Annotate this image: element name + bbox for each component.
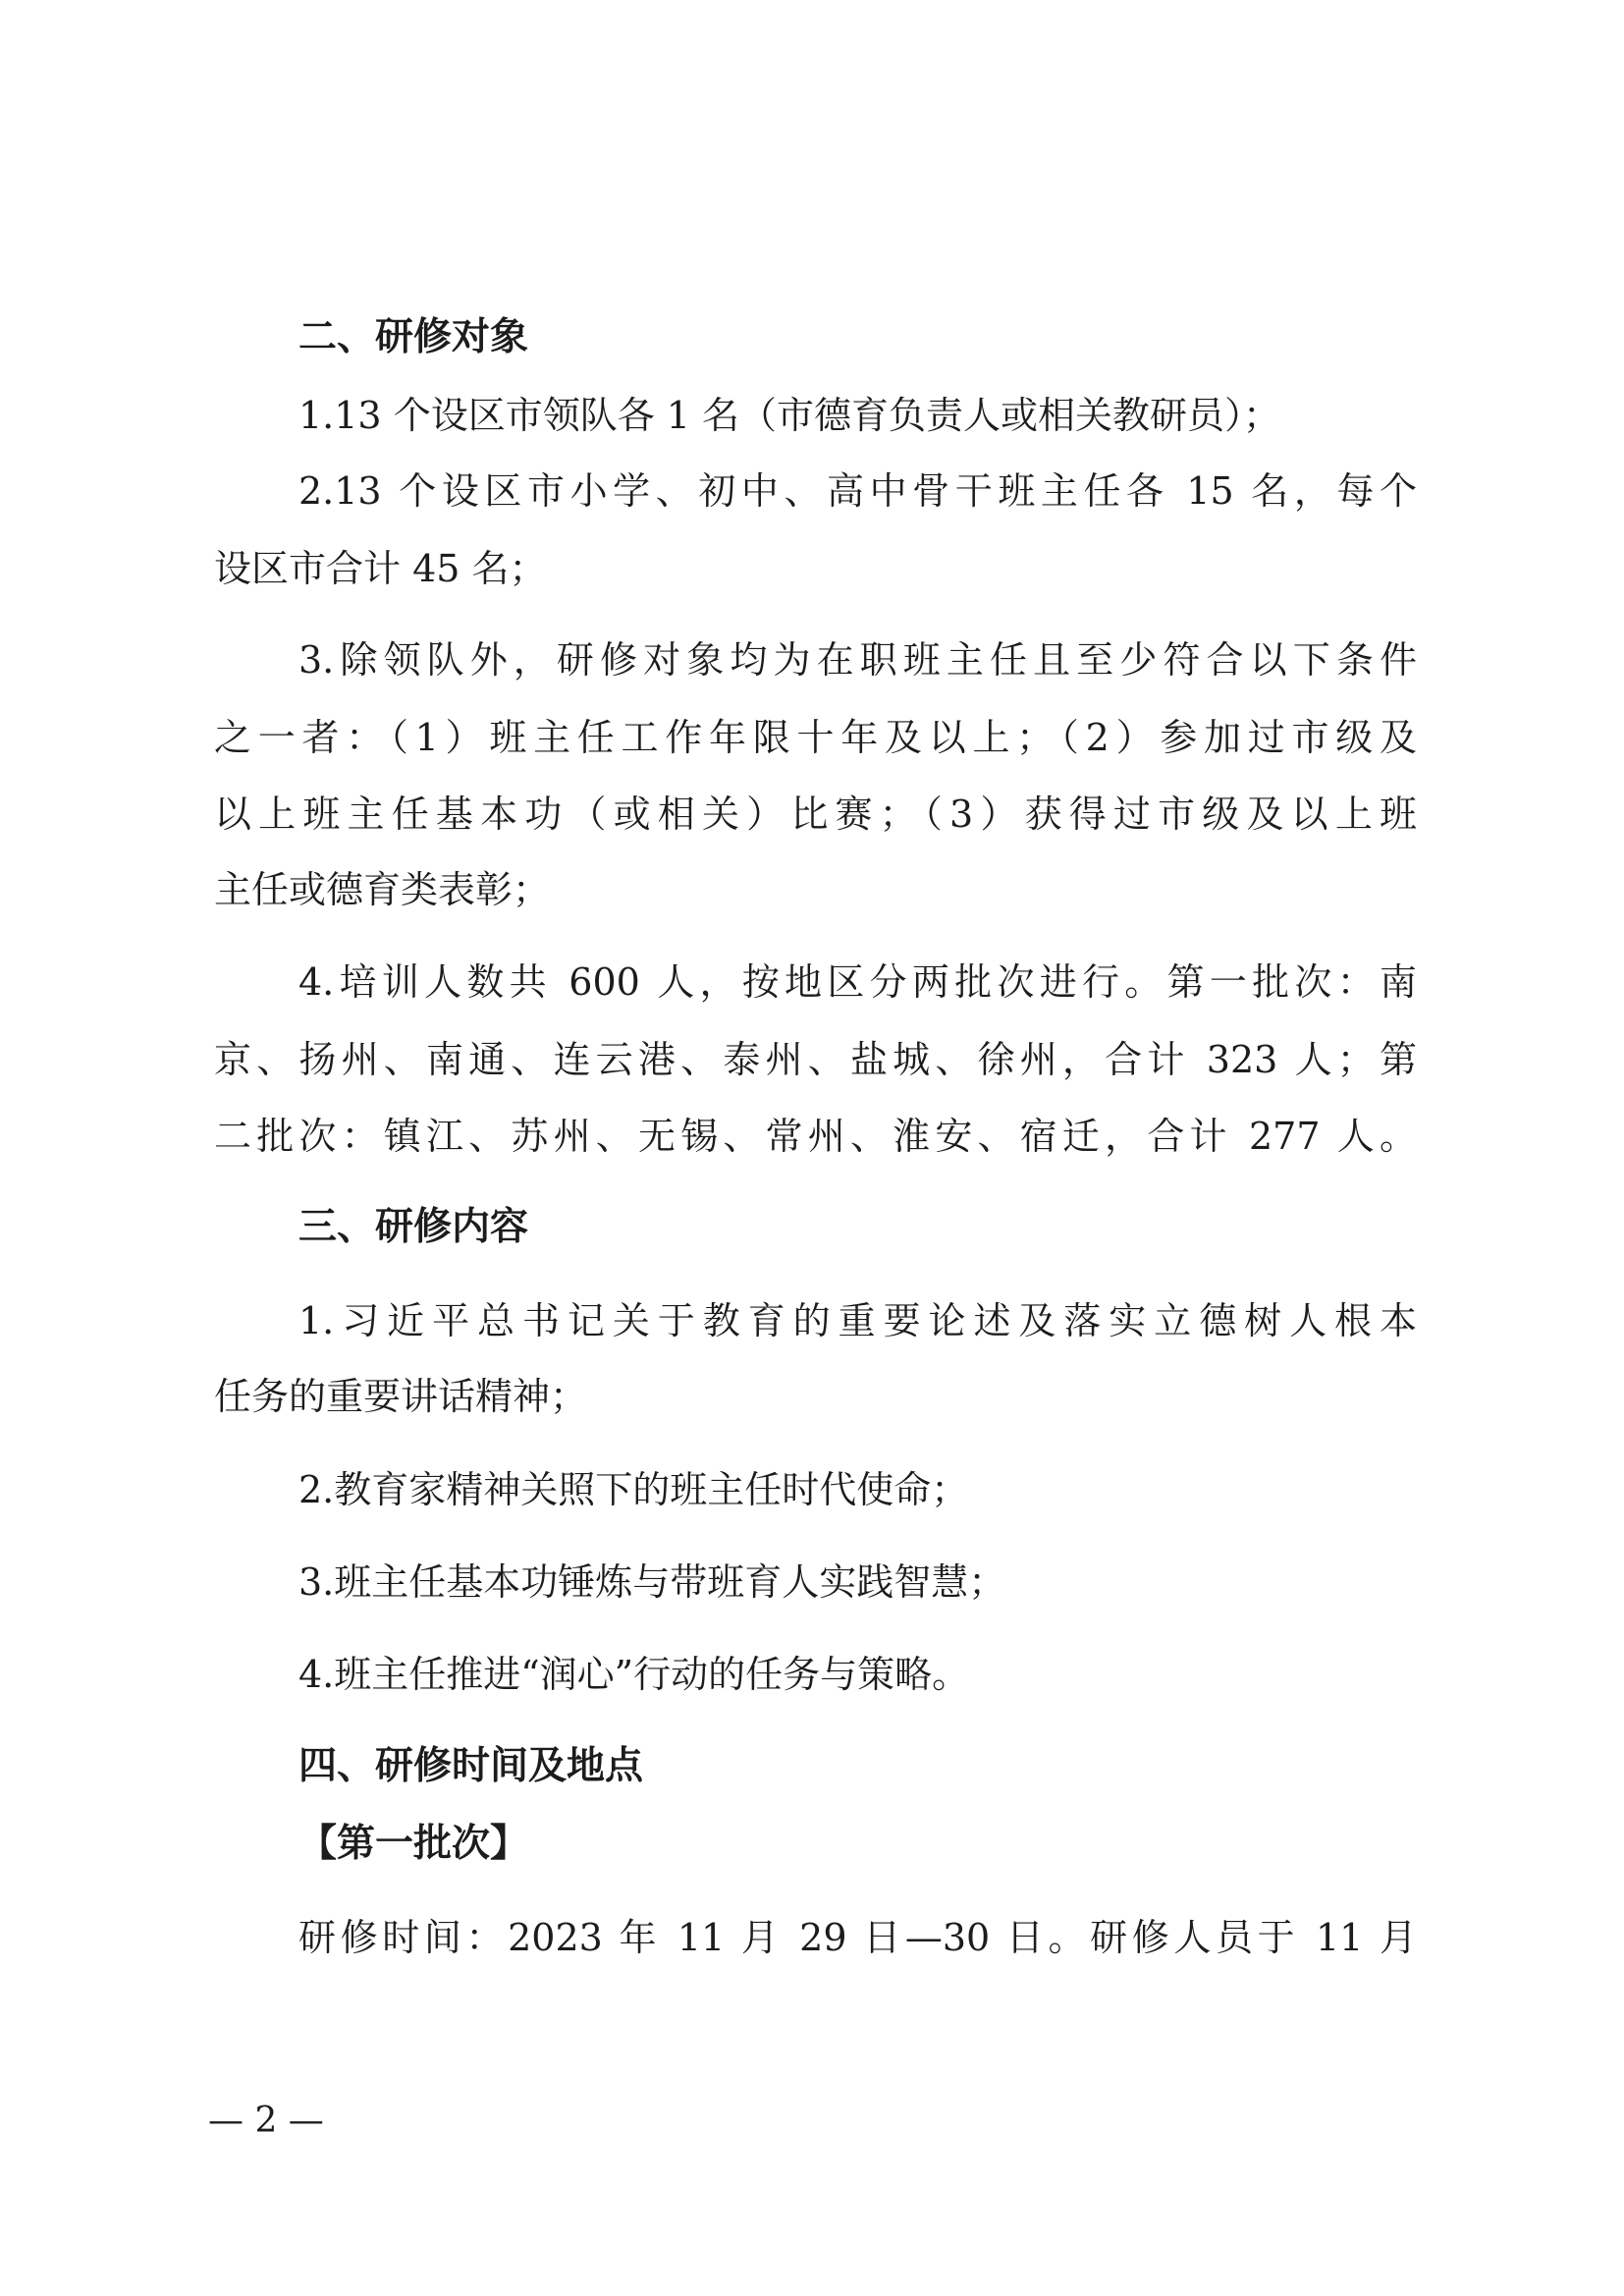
content-item-3: 3.班主任基本功锤炼与带班育人实践智慧； (298, 1560, 1006, 1604)
objects-item-4-line-3: 二批次：镇江、苏州、无锡、常州、淮安、宿迁，合计 277 人。 (214, 1115, 1417, 1158)
objects-item-3-line-2: 之一者：（1）班主任工作年限十年及以上；（2）参加过市级及 (214, 716, 1417, 759)
content-item-1-line-2: 任务的重要讲话精神； (214, 1375, 588, 1418)
objects-item-2-line-1: 2.13 个设区市小学、初中、高中骨干班主任各 15 名，每个 (298, 469, 1417, 513)
section-heading-schedule: 四、研修时间及地点 (298, 1744, 644, 1788)
objects-item-3-line-3: 以上班主任基本功（或相关）比赛；（3）获得过市级及以上班 (214, 793, 1417, 836)
batch-1-time: 研修时间：2023 年 11 月 29 日—30 日。研修人员于 11 月 (298, 1916, 1417, 1959)
objects-item-3-line-4: 主任或德育类表彰； (214, 868, 551, 911)
batch-1-label: 【第一批次】 (298, 1822, 529, 1866)
section-heading-objects: 二、研修对象 (298, 315, 529, 359)
page-number: — 2 — (208, 2101, 324, 2141)
objects-item-3-line-1: 3.除领队外，研修对象均为在职班主任且至少符合以下条件 (298, 638, 1417, 682)
section-heading-content: 三、研修内容 (298, 1205, 529, 1249)
objects-item-4-line-1: 4.培训人数共 600 人，按地区分两批次进行。第一批次：南 (298, 960, 1417, 1004)
objects-item-1: 1.13 个设区市领队各 1 名（市德育负责人或相关教研员）； (298, 394, 1281, 437)
content-item-4: 4.班主任推进“润心”行动的任务与策略。 (298, 1653, 970, 1696)
objects-item-4-line-2: 京、扬州、南通、连云港、泰州、盐城、徐州，合计 323 人；第 (214, 1038, 1417, 1081)
content-item-1-line-1: 1.习近平总书记关于教育的重要论述及落实立德树人根本 (298, 1299, 1417, 1342)
content-item-2: 2.教育家精神关照下的班主任时代使命； (298, 1468, 969, 1511)
objects-item-2-line-2: 设区市合计 45 名； (214, 547, 547, 590)
